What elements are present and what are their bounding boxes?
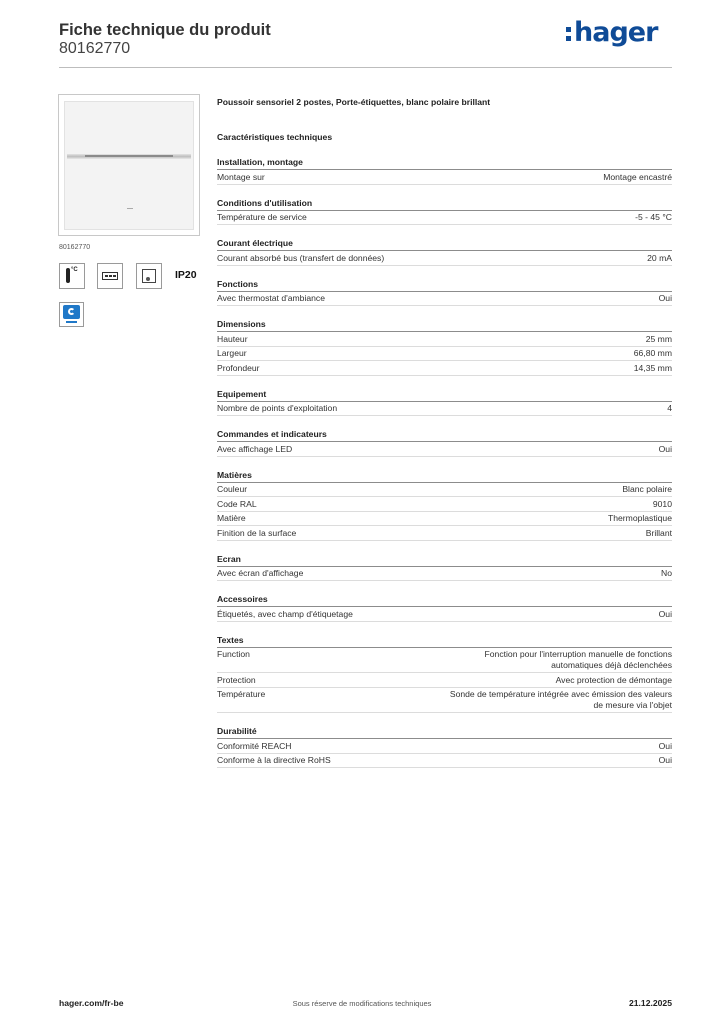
spec-value: Oui xyxy=(658,293,672,303)
ip-rating-label: IP20 xyxy=(175,269,197,281)
spec-section xyxy=(217,428,672,457)
spec-key: Couleur xyxy=(217,484,248,494)
spec-row xyxy=(217,332,672,347)
section-title: Ecran xyxy=(217,553,672,567)
spec-column xyxy=(217,95,672,768)
spec-row xyxy=(217,483,672,498)
spec-key: Étiquetés, avec champ d'étiquetage xyxy=(217,608,353,619)
spec-key: Conformité REACH xyxy=(217,740,292,751)
thermometer-icon: °C xyxy=(59,263,85,289)
spec-section xyxy=(217,197,672,226)
epd-badge-icon xyxy=(59,302,84,327)
spec-value: 25 mm xyxy=(645,333,672,344)
spec-section xyxy=(217,278,672,307)
section-title: Fonctions xyxy=(217,278,672,292)
spec-key: Protection xyxy=(217,674,256,685)
spec-key: Nombre de points d'exploitation xyxy=(217,403,338,413)
spec-value: Oui xyxy=(658,608,672,619)
spec-section xyxy=(217,237,672,266)
spec-row xyxy=(217,361,672,376)
spec-row xyxy=(217,607,672,622)
spec-row xyxy=(217,497,672,512)
spec-value: Sonde de température intégrée avec émission des valeurs de mesure via l'objet xyxy=(449,689,672,710)
spec-row xyxy=(217,347,672,362)
spec-row xyxy=(217,211,672,226)
spec-row xyxy=(217,170,672,185)
spec-row xyxy=(217,402,672,417)
section-title: Commandes et indicateurs xyxy=(217,428,672,442)
spec-value: Blanc polaire xyxy=(622,484,672,494)
spec-value: Oui xyxy=(658,443,672,454)
spec-section xyxy=(217,156,672,185)
section-title: Textes xyxy=(217,634,672,648)
spec-key: Avec affichage LED xyxy=(217,443,293,454)
spec-row xyxy=(217,251,672,266)
spec-section xyxy=(217,634,672,714)
spec-value: 9010 xyxy=(652,498,672,509)
spec-sections xyxy=(217,156,672,768)
spec-row xyxy=(217,688,672,714)
spec-value: Oui xyxy=(658,755,672,765)
spec-value: 4 xyxy=(667,403,672,413)
spec-section xyxy=(217,593,672,622)
spec-heading: Caractéristiques techniques xyxy=(217,132,333,142)
spec-key: Finition de la surface xyxy=(217,527,297,538)
spec-value: -5 - 45 °C xyxy=(635,212,672,222)
section-title: Dimensions xyxy=(217,318,672,332)
spec-row xyxy=(217,292,672,307)
section-title: Accessoires xyxy=(217,593,672,607)
spec-row xyxy=(217,754,672,769)
spec-value: No xyxy=(661,568,672,578)
spec-section xyxy=(217,553,672,582)
spec-row xyxy=(217,567,672,582)
spec-key: Température xyxy=(217,689,266,699)
spec-key: Conforme à la directive RoHS xyxy=(217,755,331,765)
spec-value: Fonction pour l'interruption manuelle de fonctions automatiques déjà déclenchées xyxy=(484,649,672,670)
section-title: Durabilité xyxy=(217,725,672,739)
spec-row xyxy=(217,739,672,754)
spec-section xyxy=(217,318,672,376)
spec-value: 20 mA xyxy=(647,252,672,263)
spec-section xyxy=(217,388,672,417)
page-title: Fiche technique du produit xyxy=(59,21,271,39)
spec-value: Avec protection de démontage xyxy=(555,674,672,685)
footer-notice: Sous réserve de modifications techniques xyxy=(292,999,432,1008)
product-photo-image xyxy=(64,101,194,230)
spec-row xyxy=(217,512,672,527)
spec-key: Hauteur xyxy=(217,333,248,344)
spec-key: Largeur xyxy=(217,348,247,358)
spec-key: Function xyxy=(217,649,250,659)
header-divider xyxy=(59,67,672,68)
sensor-icon xyxy=(136,263,162,289)
hager-logo xyxy=(566,16,657,48)
section-title: Installation, montage xyxy=(217,156,672,170)
spec-key: Avec écran d'affichage xyxy=(217,568,304,578)
section-title: Courant électrique xyxy=(217,237,672,251)
section-title: Equipement xyxy=(217,388,672,402)
spec-key: Matière xyxy=(217,513,246,523)
product-photo xyxy=(58,94,200,236)
spec-row xyxy=(217,648,672,674)
spec-value: 14,35 mm xyxy=(633,362,672,373)
photo-caption: 80162770 xyxy=(59,244,91,251)
product-description: Poussoir sensoriel 2 postes, Porte-étiquettes, blanc polaire brillant xyxy=(217,97,491,107)
spec-value: Oui xyxy=(658,740,672,751)
spec-section xyxy=(217,469,672,541)
spec-key: Avec thermostat d'ambiance xyxy=(217,293,326,303)
spec-value: Thermoplastique xyxy=(607,513,672,523)
spec-key: Température de service xyxy=(217,212,307,222)
spec-value: Brillant xyxy=(645,527,672,538)
product-code: 80162770 xyxy=(59,40,131,57)
section-title: Matières xyxy=(217,469,672,483)
spec-row xyxy=(217,526,672,541)
footer-date: 21.12.2025 xyxy=(628,998,672,1008)
spec-section xyxy=(217,725,672,768)
spec-key: Montage sur xyxy=(217,171,265,182)
display-icon xyxy=(97,263,123,289)
spec-value: 66,80 mm xyxy=(633,348,672,358)
spec-key: Courant absorbé bus (transfert de données) xyxy=(217,252,385,263)
spec-row xyxy=(217,442,672,457)
logo-dots-icon xyxy=(566,27,571,41)
spec-value: Montage encastré xyxy=(603,171,672,182)
footer-website: hager.com/fr-be xyxy=(59,998,124,1008)
spec-row xyxy=(217,673,672,688)
spec-key: Profondeur xyxy=(217,362,260,373)
logo-text: hager xyxy=(574,16,658,48)
spec-key: Code RAL xyxy=(217,498,257,509)
section-title: Conditions d'utilisation xyxy=(217,197,672,211)
